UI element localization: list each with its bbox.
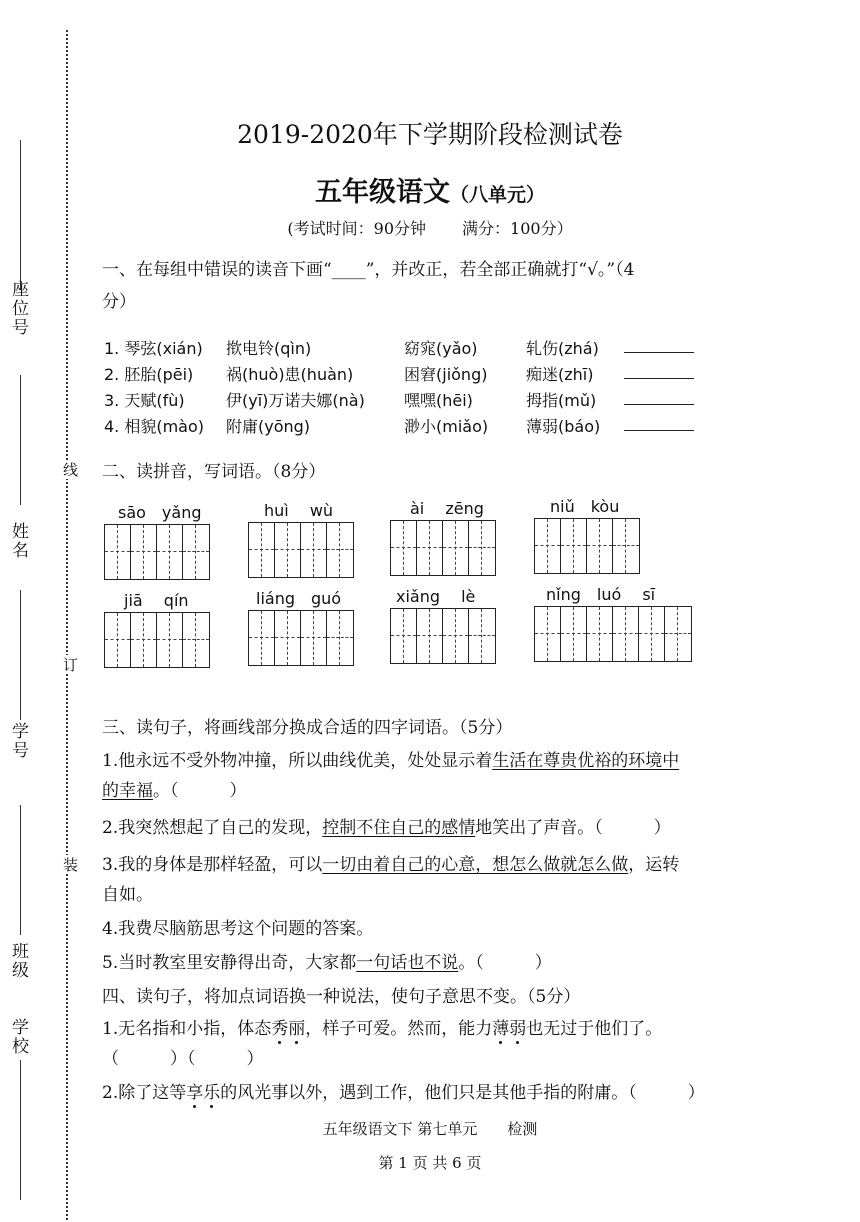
q1-item: 2. 胚胎(pēi) — [104, 365, 194, 384]
char-boxes[interactable] — [390, 520, 496, 576]
q1-row — [102, 388, 722, 414]
q1-answer-line[interactable] — [624, 378, 694, 379]
school-label: 学校 — [8, 1018, 28, 1056]
q1-item: 轧伤(zhá) — [526, 339, 599, 358]
word-pinyin: niǔ kòu — [550, 497, 620, 516]
bind-char-xian: 线 — [61, 462, 79, 477]
q1-answer-line[interactable] — [624, 430, 694, 431]
q3-instruction: 三、读句子，将画线部分换成合适的四字词语。（5分） — [102, 718, 513, 738]
bind-char-ding: 订 — [61, 657, 79, 672]
q1-answer-line[interactable] — [624, 404, 694, 405]
q4-instruction: 四、读句子，将加点词语换一种说法，使句子意思不变。（5分） — [102, 987, 581, 1007]
bind-char-zhuang: 装 — [61, 857, 79, 872]
dotted-word: 秀丽 — [271, 1019, 306, 1039]
q3-sentence-4: 4.我费尽脑筋思考这个问题的答案。 — [102, 919, 374, 939]
q4-sentence-2: 2.除了这等享乐的风光事以外，遇到工作，他们只是其他手指的附庸。（ ） — [102, 1083, 705, 1103]
name-line — [20, 375, 21, 505]
dotted-word: 薄弱 — [492, 1019, 527, 1039]
q2-instruction: 二、读拼音，写词语。（8分） — [102, 462, 326, 482]
char-boxes[interactable] — [248, 522, 354, 578]
exam-time: (考试时间：90分钟 — [287, 219, 427, 238]
q3-sentence-1: 1.他永远不受外物冲撞，所以曲线优美，处处显示着生活在尊贵优裕的环境中 的幸福。（ ） — [102, 751, 680, 801]
q3-sentence-5: 5.当时教室里安静得出奇，大家都一句话也不说。（ ） — [102, 953, 552, 973]
q1-item: 祸(huò)患(huàn) — [226, 365, 354, 384]
q1-item: 揿电铃(qìn) — [226, 339, 312, 358]
word-pinyin: liáng guó — [256, 589, 342, 608]
q1-item: 渺小(miǎo) — [404, 417, 489, 436]
word-pinyin: xiǎng lè — [396, 587, 476, 606]
subject-title: 五年级语文 — [314, 177, 450, 208]
q1-instruction-cont: 分） — [102, 292, 136, 312]
q1-row — [102, 414, 722, 440]
answer-blank[interactable]: 。（ ） — [458, 953, 552, 973]
q3-sentence-2: 2.我突然想起了自己的发现，控制不住自己的感情地笑出了声音。（ ） — [102, 818, 671, 838]
q3-sentence-3: 3.我的身体是那样轻盈，可以一切由着自己的心意，想怎么做就怎么做，运转 自如。 — [102, 855, 680, 905]
q1-item: 4. 相貌(mào) — [104, 417, 205, 436]
q1-item: 1. 琴弦(xián) — [104, 339, 203, 358]
exam-subtitle — [0, 170, 860, 209]
answer-blank[interactable]: 地笑出了声音。（ ） — [475, 818, 671, 838]
full-score: 满分：100分） — [462, 219, 573, 238]
char-boxes[interactable] — [104, 524, 210, 580]
seat-number-line — [20, 140, 21, 290]
q1-row — [102, 362, 722, 388]
seat-number-label: 座位号 — [8, 280, 28, 337]
q1-instruction: 一、在每组中错误的读音下画“____”，并改正，若全部正确就打“√。”（4 — [102, 260, 635, 280]
q1-row — [102, 336, 722, 362]
q1-item: 嘿嘿(hēi) — [404, 391, 473, 410]
answer-blank[interactable]: 。（ ） — [153, 781, 247, 801]
char-boxes[interactable] — [104, 612, 210, 668]
class-label: 班级 — [8, 942, 28, 980]
class-line — [20, 805, 21, 935]
q1-item: 窈窕(yǎo) — [404, 339, 478, 358]
unit-note: （八单元） — [449, 184, 545, 206]
char-boxes[interactable] — [534, 606, 692, 662]
word-pinyin: huì wù — [264, 501, 334, 520]
char-boxes[interactable] — [248, 610, 354, 666]
student-id-label: 学号 — [8, 722, 28, 760]
q1-item: 伊(yī)万诺夫娜(nà) — [226, 391, 365, 410]
word-pinyin: nǐng luó sī — [546, 585, 656, 604]
q1-item: 附庸(yōng) — [226, 417, 311, 436]
student-id-line — [20, 590, 21, 720]
q1-item: 薄弱(báo) — [526, 417, 601, 436]
q1-item: 困窘(jiǒng) — [404, 365, 488, 384]
q1-item: 痴迷(zhī) — [526, 365, 594, 384]
q1-item: 3. 天赋(fù) — [104, 391, 185, 410]
char-boxes[interactable] — [390, 608, 496, 664]
word-pinyin: ài zēng — [410, 499, 484, 518]
word-pinyin: sāo yǎng — [118, 503, 202, 522]
exam-title: 2019-2020年下学期阶段检测试卷 — [237, 120, 623, 149]
name-label: 姓名 — [8, 522, 28, 560]
q1-item: 拇指(mǔ) — [526, 391, 597, 410]
char-boxes[interactable] — [534, 518, 640, 574]
q1-answer-line[interactable] — [624, 352, 694, 353]
footer-title: 五年级语文下 第七单元 检测 — [322, 1120, 538, 1138]
word-pinyin: jiā qín — [124, 591, 189, 610]
dotted-word: 享乐 — [186, 1083, 221, 1103]
exam-info — [0, 216, 860, 239]
q4-sentence-1: 1.无名指和小指，体态秀丽，样子可爱。然而，能力薄弱也无过于他们了。 （ ）（ ） — [102, 1019, 663, 1069]
answer-blanks[interactable]: （ ）（ ） — [102, 1049, 264, 1069]
page-number: 第 1 页 共 6 页 — [378, 1154, 482, 1172]
